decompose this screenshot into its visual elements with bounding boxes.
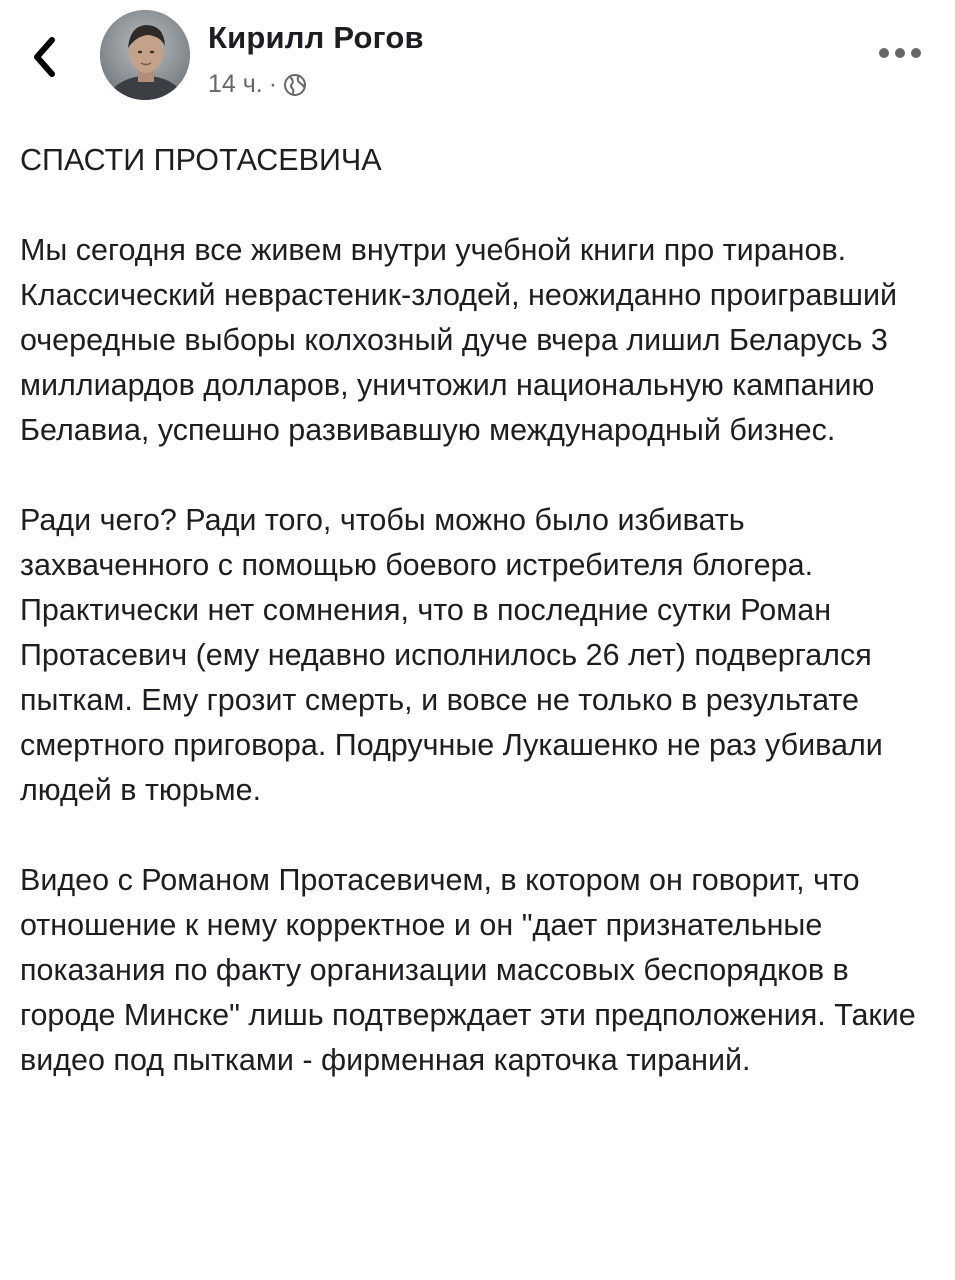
meta-separator: · — [268, 70, 278, 98]
back-button[interactable] — [22, 32, 66, 82]
post-meta — [208, 70, 307, 99]
post-paragraph: Мы сегодня все живем внутри учебной книги про тиранов. Классический неврастеник-злодей, неожиданно проигравший очередные выборы колхозный дуче вчера лишил Беларусь 3 миллиардов долларов, уничтожил национальную кампанию Белавиа, успешно развивавшую международный бизнес. — [20, 233, 898, 447]
more-options-button[interactable] — [870, 38, 930, 68]
avatar[interactable] — [100, 10, 190, 100]
post-time[interactable]: 14 ч. — [208, 70, 263, 98]
avatar-photo — [100, 10, 190, 100]
post-paragraph: Ради чего? Ради того, чтобы можно было избивать захваченного с помощью боевого истребителя блогера. Практически нет сомнения, что в последние сутки Роман Протасевич (ему недавно исполнилось 26 лет) подвергался пыткам. Ему грозит смерть, и вовсе не только в результате смертного приговора. Подручные Лукашенко не раз убивали людей в тюрьме. — [20, 503, 883, 807]
chevron-left-icon — [31, 36, 57, 78]
post-body — [20, 138, 935, 1083]
author-name[interactable]: Кирилл Рогов — [208, 20, 424, 55]
post-header — [0, 0, 955, 120]
globe-icon — [283, 73, 307, 97]
post-paragraph: Видео с Романом Протасевичем, в котором он говорит, что отношение к нему корректное и он "дает признательные показания по факту организации массовых беспорядков в городе Минске" лишь подтверждает эти предположения. Такие видео под пытками - фирменная карточка тираний. — [20, 863, 916, 1077]
post-title: СПАСТИ ПРОТАСЕВИЧА — [20, 143, 382, 177]
more-horizontal-icon — [878, 47, 922, 59]
